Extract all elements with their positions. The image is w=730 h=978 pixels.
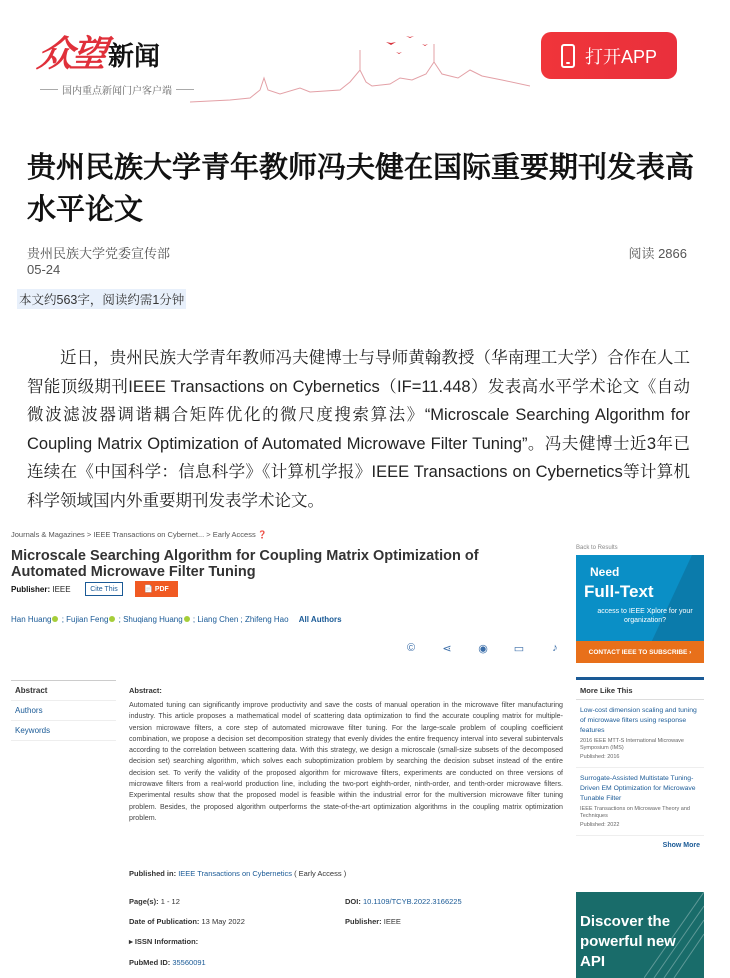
site-header: [0, 0, 730, 118]
breadcrumb: Journals & Magazines > IEEE Transactions on Cybernet... > Early Access ❓: [11, 530, 268, 539]
share-icon: ⋖: [442, 643, 452, 655]
publisher-2: Publisher: IEEE: [345, 917, 401, 926]
publication-date: Date of Publication: 13 May 2022: [129, 917, 245, 926]
read-count: 阅读 2866: [628, 246, 687, 261]
back-to-results: Back to Results: [576, 545, 618, 551]
issn-info: ▸ ISSN Information:: [129, 937, 199, 946]
folder-icon: ▭: [513, 643, 525, 655]
paper-publisher: Publisher: IEEE: [11, 585, 71, 594]
article-image: [0, 520, 730, 978]
paper-title: Microscale Searching Algorithm for Coupling Matrix Optimization of Automated Microwave Filter Tuning: [11, 548, 479, 580]
cite-icon: ◉: [478, 643, 488, 655]
pages: Page(s): 1 - 12: [129, 897, 180, 906]
abstract-label: Abstract:: [129, 686, 162, 695]
doi: DOI: 10.1109/TCYB.2022.3166225: [345, 897, 462, 906]
pubmed-id: PubMed ID: 35560091: [129, 958, 206, 967]
paper-authors: Han Huang ; Fujian Feng ; Shuqiang Huang ; Liang Chen ; Zhifeng Hao All Authors: [11, 615, 342, 624]
phone-icon: [561, 44, 575, 68]
alert-bell-icon: ♪: [552, 642, 558, 654]
abstract-text: Automated tuning can significantly improve productivity and save the costs of manual operation in the microwave filter manufacturing industry. This article proposes a mathematical model of scattering data optimization to find the accurate coupling matrix for multiple-version microwave filters, a core step of automated microwave filter tuning. For the large-scale problem of coupling coefficient combination, we propose a decision set decomposition strategy that evenly divides the entire frequency interval into several subintervals according to the correlation between scattering data. With this strategy, we design a microscale (small-size subsets of the decomposed decision set) searching algorithm, which solves each suboptimization problem by searching the decision subset instead of the entire decision set. To verify the validity of the proposed algorithm for microwave filters, experiments are conducted on three versions of microwave filters from a real-world production line, including the two-port eighth-order, ninth-order, and tenth-order microwave filters. Experimental results show that the proposed model is feasible within the industrial error for the multiversion microwave filter tuning problem. Besides, the proposed algorithm outperforms the state-of-the-art optimization algorithms in the coupling matrix optimization problem.: [129, 701, 563, 822]
pdf-button: 📄 PDF: [135, 581, 178, 597]
article-body: 近日，贵州民族大学青年教师冯夫健博士与导师黄翰教授（华南理工大学）合作在人工智能顶级期刊IEEE Transactions on Cybernetics（IF=11.448）发表高水平学术论文《自动微波滤波器调谐耦合矩阵优化的微尺度搜索算法》“Microscale Searching Algorithm for Coupling Matrix Optimization of Automated Microwave Filter Tuning”。冯夫健博士近3年已连续在《中国科学：信息科学》《计算机学报》IEEE Transactions on Cybernetics等计算机科学领域国内外重要期刊发表学术论文。: [27, 349, 690, 510]
logo-text: 新闻: [108, 42, 161, 72]
more-like-this: More Like This Low-cost dimension scaling and tuning of microwave filters using response features 2016 IEEE MTT-S International Microwave Symposium (IMS) Published: 2016 Surrogate-Assisted Multistate Tuning-Driven EM Optimization for Microwave Tunable Filter IEEE Transactions on Microwave Theory and Techniques Published: 2022 Show More: [576, 677, 704, 855]
published-in: Published in: IEEE Transactions on Cybernetics ( Early Access ): [129, 869, 347, 878]
paper-action-icons: [404, 642, 562, 655]
cite-this-button: Cite This: [85, 582, 123, 596]
logo-subtitle: 国内重点新闻门户客户端: [40, 82, 194, 97]
full-text-ad: Need Full-Text access to IEEE Xplore for your organization? CONTACT IEEE TO SUBSCRIBE ›: [576, 555, 704, 663]
copyright-icon: ©: [406, 642, 416, 654]
article-date: 05-24: [27, 262, 61, 277]
open-app-label: 打开APP: [584, 46, 658, 67]
paper-left-nav: Abstract Authors Keywords: [11, 680, 116, 741]
api-ad: Discover the powerful new API: [576, 892, 704, 978]
open-app-button[interactable]: [541, 32, 677, 79]
skyline-decoration: [190, 30, 530, 110]
article-source[interactable]: 贵州民族大学党委宣传部: [27, 246, 171, 261]
site-logo[interactable]: [34, 26, 161, 77]
reading-info: 本文约563字，阅读约需1分钟: [17, 289, 186, 309]
article-title: 贵州民族大学青年教师冯夫健在国际重要期刊发表高水平论文: [27, 150, 695, 226]
logo-script: 众望: [34, 33, 107, 75]
